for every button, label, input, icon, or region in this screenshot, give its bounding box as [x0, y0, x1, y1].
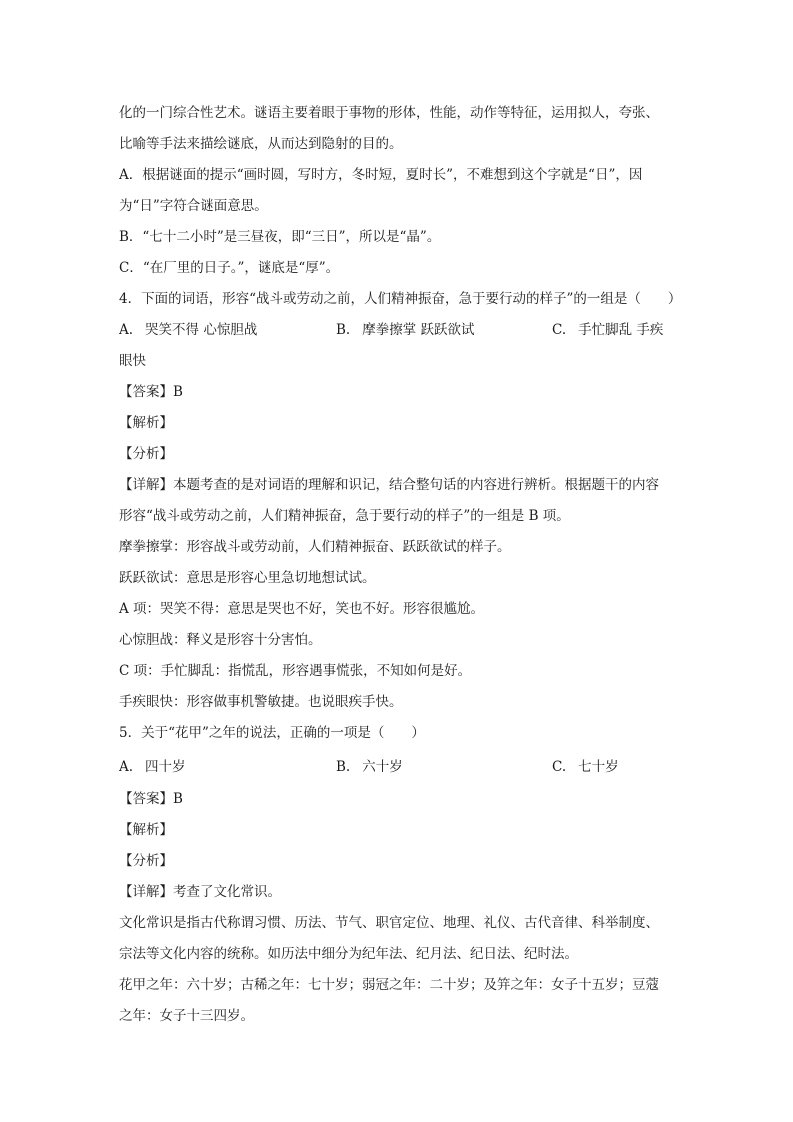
- option-c: C. 七十岁: [552, 759, 619, 775]
- explanation-line: 宗法等文化内容的统称。如历法中细分为纪年法、纪月法、纪日法、纪时法。: [119, 946, 578, 962]
- option-b: B. 摩拳擦掌 跃跃欲试: [336, 322, 475, 338]
- question-4-options: [119, 321, 679, 339]
- explanation-line: 跃跃欲试：意思是形容心里急切地想试试。: [119, 570, 376, 586]
- text-line: A．根据谜面的提示“画时圆，写时方，冬时短，夏时长”，不难想到这个字就是“日”，因: [119, 167, 643, 183]
- analysis-label: 【解析】: [119, 415, 173, 431]
- option-c-continuation: 眼快: [119, 353, 146, 369]
- text-line: 化的一门综合性艺术。谜语主要着眼于事物的形体，性能，动作等特征，运用拟人，夸张、: [119, 105, 659, 121]
- explanation-line: 文化常识是指古代称谓习惯、历法、节气、职官定位、地理、礼仪、古代音律、科举制度、: [119, 915, 659, 931]
- analysis-label: 【分析】: [119, 446, 173, 462]
- explanation-line: 花甲之年：六十岁；古稀之年：七十岁；弱冠之年：二十岁；及笄之年：女子十五岁；豆蔻: [119, 977, 659, 993]
- explanation-line: 【详解】本题考查的是对词语的理解和识记，结合整句话的内容进行辨析。根据题干的内容: [119, 477, 659, 493]
- text-line: B．“七十二小时”是三昼夜，即“三日”，所以是“晶”。: [119, 229, 441, 245]
- explanation-line: C 项：手忙脚乱：指慌乱，形容遇事慌张，不知如何是好。: [119, 663, 472, 679]
- explanation-line: 摩拳擦掌：形容战斗或劳动前，人们精神振奋、跃跃欲试的样子。: [119, 539, 511, 555]
- text-line: 为“日”字符合谜面意思。: [119, 198, 268, 214]
- analysis-label: 【解析】: [119, 822, 173, 838]
- question-4-stem: 4．下面的词语，形容“战斗或劳动之前，人们精神振奋，急于要行动的样子”的一组是（ ）: [119, 291, 682, 307]
- explanation-line: 之年：女子十三四岁。: [119, 1008, 254, 1024]
- option-c: C. 手忙脚乱 手疾: [552, 322, 664, 338]
- explanation-line: A 项：哭笑不得：意思是哭也不好，笑也不好。形容很尴尬。: [119, 601, 485, 617]
- explanation-line: 心惊胆战：释义是形容十分害怕。: [119, 632, 322, 648]
- text-line: C．“在厂里的日子。”，谜底是“厚”。: [119, 260, 340, 276]
- text-line: 比喻等手法来描绘谜底，从而达到隐射的目的。: [119, 136, 403, 152]
- option-a: A. 哭笑不得 心惊胆战: [119, 322, 258, 338]
- answer-label: 【答案】B: [119, 384, 183, 400]
- explanation-line: 手疾眼快：形容做事机警敏捷。也说眼疾手快。: [119, 694, 403, 710]
- explanation-line: 形容“战斗或劳动之前，人们精神振奋，急于要行动的样子”的一组是 B 项。: [119, 508, 570, 524]
- option-b: B. 六十岁: [336, 759, 403, 775]
- question-5-options: [119, 758, 679, 776]
- answer-label: 【答案】B: [119, 791, 183, 807]
- explanation-line: 【详解】考查了文化常识。: [119, 884, 281, 900]
- option-a: A. 四十岁: [119, 759, 186, 775]
- question-5-stem: 5．关于“花甲”之年的说法，正确的一项是（ ）: [119, 725, 425, 741]
- analysis-label: 【分析】: [119, 853, 173, 869]
